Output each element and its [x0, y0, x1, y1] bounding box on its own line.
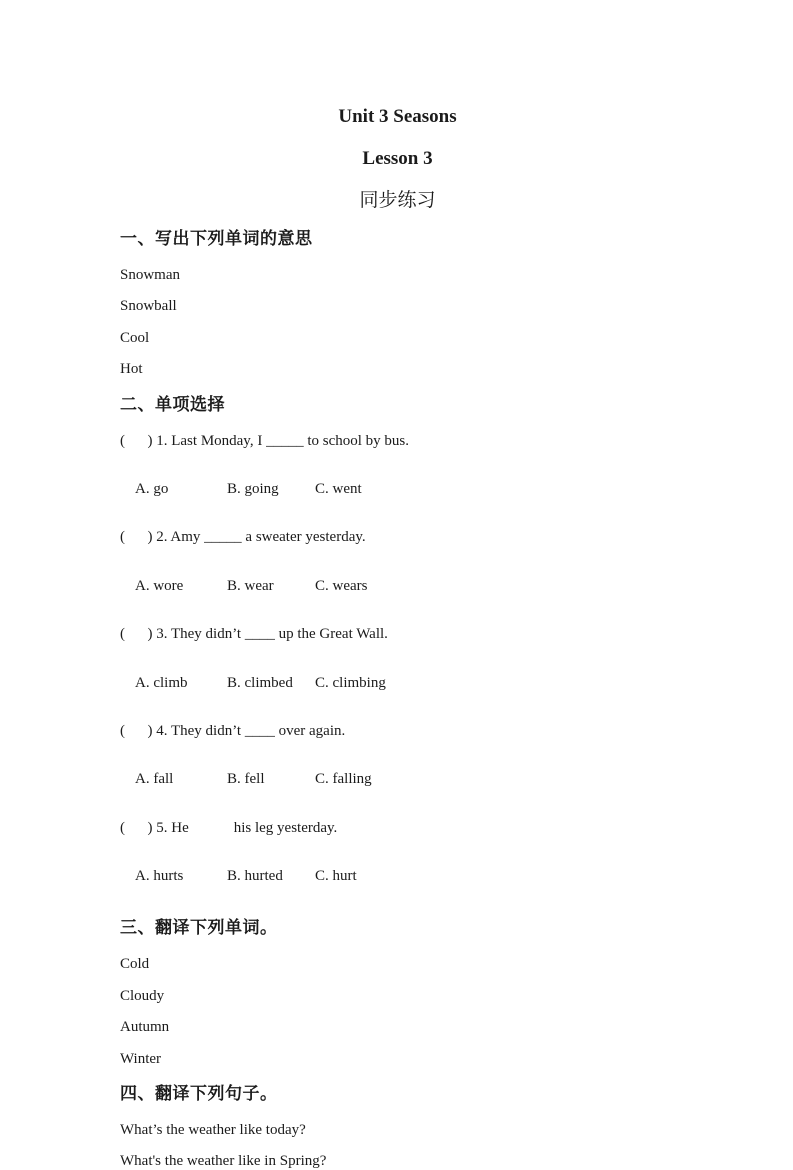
question-3-option-b: B. climbed — [227, 674, 293, 691]
question-2-text: ( ) 2. Amy _____ a sweater yesterday. — [120, 529, 366, 546]
question-3-options — [120, 658, 675, 709]
section3-word-item: Cold — [120, 956, 150, 973]
question-4-text: ( ) 4. They didn’t ____ over again. — [120, 722, 346, 739]
question-2-option-c: C. wears — [315, 577, 368, 594]
question-5-option-c: C. hurt — [315, 868, 357, 885]
question-4-option-c: C. falling — [315, 771, 372, 788]
question-4-option-b: B. fell — [227, 771, 265, 788]
question-1-option-b: B. going — [227, 480, 279, 497]
question-5-options — [120, 851, 675, 902]
section1-word-item: Hot — [120, 361, 143, 378]
lesson-title: Lesson 3 — [362, 148, 433, 169]
section3-heading: 三、翻译下列单词。 — [120, 918, 278, 938]
question-3-text: ( ) 3. They didn’t ____ up the Great Wall. — [120, 626, 388, 643]
question-4-option-a: A. fall — [135, 771, 174, 788]
question-2-option-a: A. wore — [135, 577, 184, 594]
section2-heading: 二、单项选择 — [120, 394, 225, 414]
question-4-options — [120, 754, 675, 805]
section4-heading: 四、翻译下列句子。 — [120, 1084, 278, 1104]
section4-sentence: What’s the weather like today? — [120, 1122, 306, 1139]
section1-word-item: Snowball — [120, 298, 177, 315]
section3-word-item: Cloudy — [120, 987, 165, 1004]
question-2-options — [120, 561, 675, 612]
question-1-option-c: C. went — [315, 480, 362, 497]
section1-word-item: Snowman — [120, 267, 180, 283]
section1-heading: 一、写出下列单词的意思 — [120, 229, 313, 248]
question-5-text: ( ) 5. He his leg yesterday. — [120, 819, 338, 836]
question-1-option-a: A. go — [135, 480, 169, 497]
question-5-option-a: A. hurts — [135, 868, 184, 885]
question-2-option-b: B. wear — [227, 577, 274, 594]
unit-title: Unit 3 Seasons — [338, 106, 457, 127]
section3-word-item: Winter — [120, 1050, 162, 1067]
worksheet-subtitle: 同步练习 — [359, 190, 436, 211]
section3-word-item: Autumn — [120, 1019, 170, 1036]
section1-word-item: Cool — [120, 329, 150, 346]
question-3-option-c: C. climbing — [315, 674, 386, 691]
section4-sentence: What's the weather like in Spring? — [120, 1153, 327, 1170]
question-3-option-a: A. climb — [135, 674, 188, 691]
question-5-option-b: B. hurted — [227, 868, 283, 885]
question-1-options — [120, 464, 675, 515]
question-1-text: ( ) 1. Last Monday, I _____ to school by bus. — [120, 432, 409, 449]
